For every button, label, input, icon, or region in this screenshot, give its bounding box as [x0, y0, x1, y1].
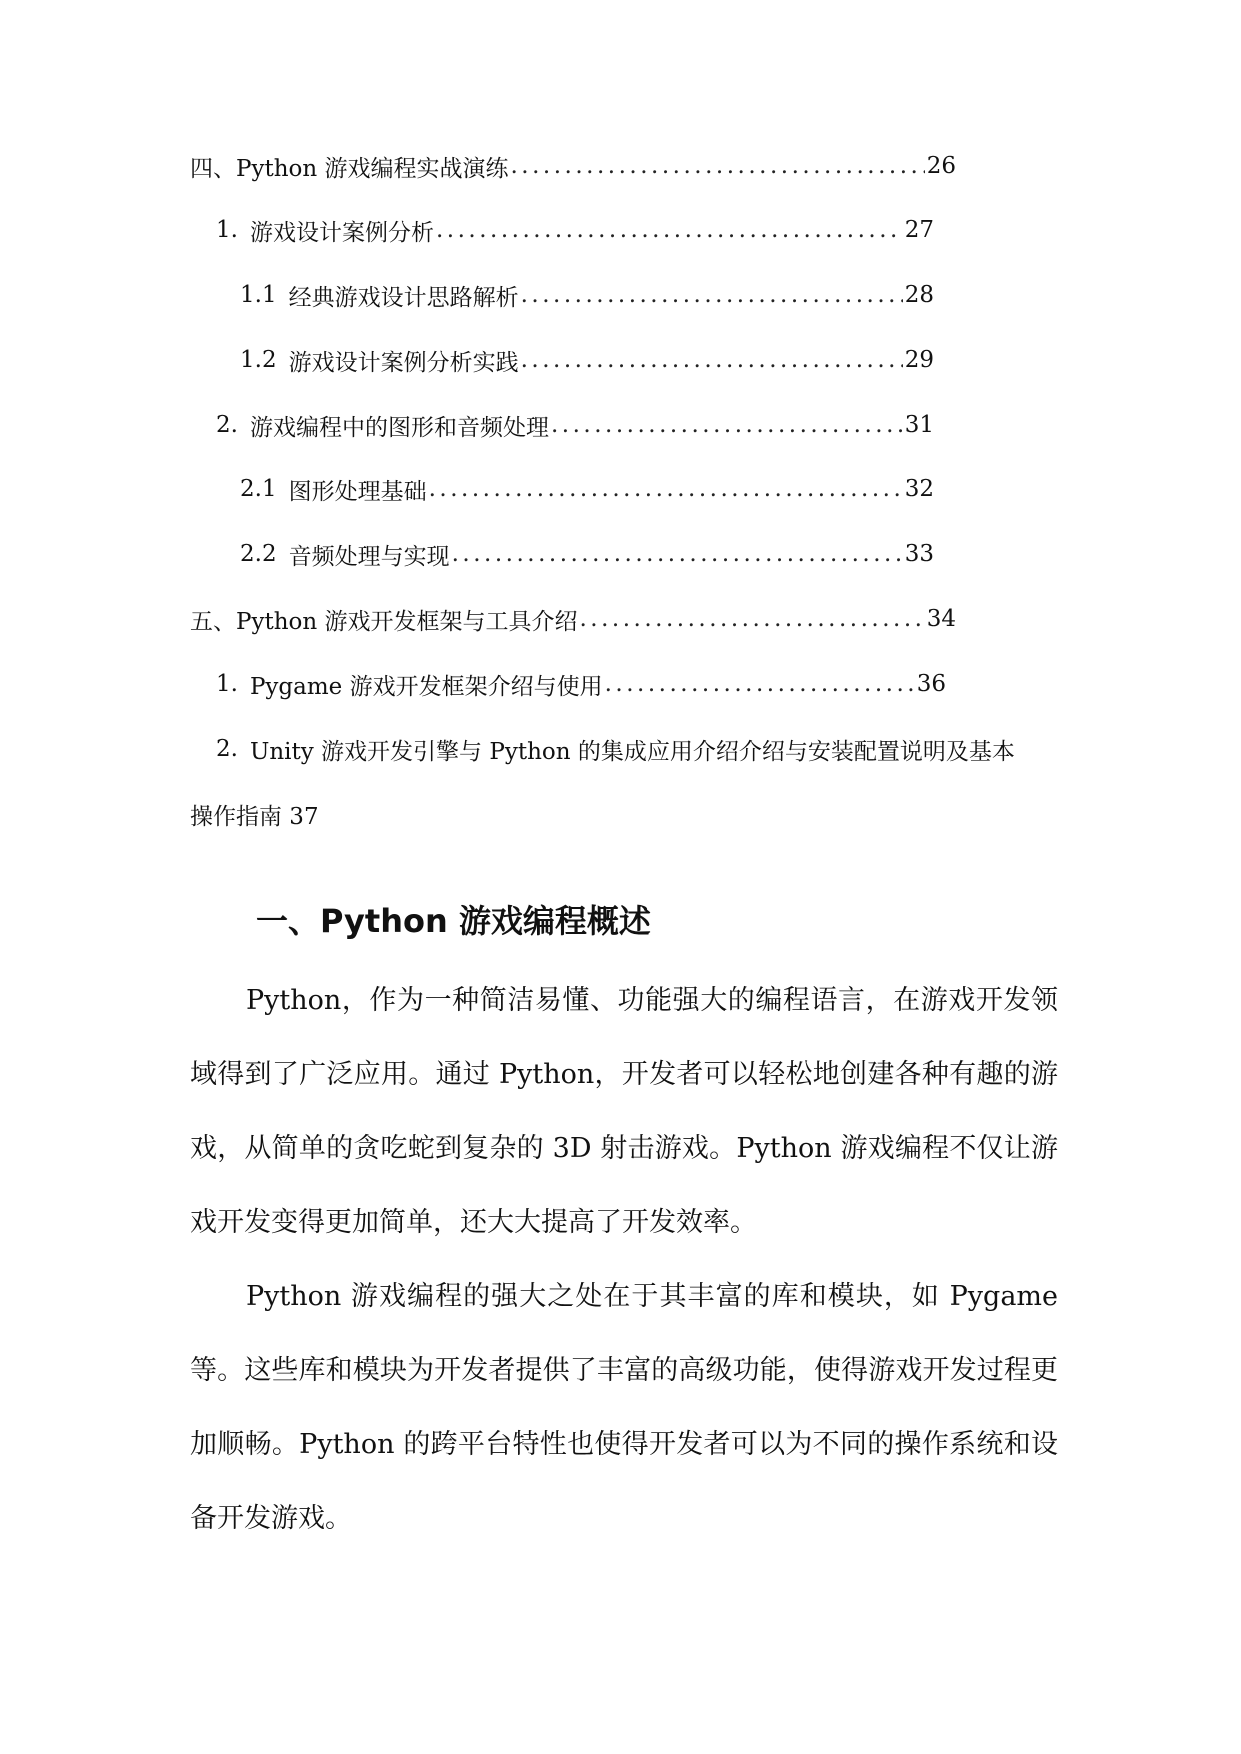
toc-entry-number: 1.: [216, 217, 238, 243]
toc-entry-number: 2.1: [240, 476, 277, 502]
toc-entry-title: 五、Python 游戏开发框架与工具介绍: [190, 608, 578, 635]
toc-entry-title: Unity 游戏开发引擎与 Python 的集成应用介绍介绍与安装配置说明及基本: [249, 738, 1015, 765]
toc-entry-4-1-1[interactable]: [240, 277, 934, 313]
toc-entry-number: 1.: [216, 671, 238, 697]
body-paragraph: Python 游戏编程的强大之处在于其丰富的库和模块，如 Pygame 等。这些库和模块为开发者提供了丰富的高级功能，使得游戏开发过程更加顺畅。Python 的跨平台特性也使得开发者可以为不同的操作系统和设备开发游戏。: [190, 1281, 1058, 1534]
section-heading: 一、Python 游戏编程概述: [256, 902, 651, 940]
toc-entry-chapter-5[interactable]: [190, 601, 956, 637]
toc-entry-page: 27: [904, 217, 934, 243]
toc-entry-page: 36: [916, 671, 946, 697]
toc-entry-page: 33: [904, 541, 934, 567]
toc-entry-number: 2.: [216, 412, 238, 438]
toc-entry-5-1[interactable]: [216, 666, 946, 702]
toc-leader-dots: [551, 412, 903, 438]
toc-entry-4-2-2[interactable]: [240, 536, 934, 572]
toc-entry-page: 32: [904, 476, 934, 502]
toc-entry-title: Pygame 游戏开发框架介绍与使用: [249, 673, 603, 700]
toc-entry-4-1-2[interactable]: [240, 342, 934, 378]
toc-entry-page: 29: [904, 347, 934, 373]
toc-entry-title: 音频处理与实现: [288, 543, 450, 570]
toc-entry-page: 28: [904, 282, 934, 308]
toc-leader-dots: [580, 606, 925, 632]
toc-entry-4-1[interactable]: [216, 212, 934, 248]
toc-leader-dots: [521, 347, 903, 373]
toc-entry-5-2[interactable]: [216, 731, 1015, 767]
toc-entry-4-2[interactable]: [216, 407, 934, 443]
toc-leader-dots: [521, 282, 903, 308]
toc-entry-title: 游戏设计案例分析: [249, 219, 434, 246]
body-paragraph: Python，作为一种简洁易懂、功能强大的编程语言，在游戏开发领域得到了广泛应用。通过 Python，开发者可以轻松地创建各种有趣的游戏，从简单的贪吃蛇到复杂的 3D 射击游戏。Python 游戏编程不仅让游戏开发变得更加简单，还大大提高了开发效率。: [190, 985, 1058, 1238]
toc-entry-number: 2.2: [240, 541, 277, 567]
toc-entry-5-2-continuation[interactable]: [190, 796, 319, 832]
toc-entry-4-2-1[interactable]: [240, 471, 934, 507]
toc-entry-title: 经典游戏设计思路解析: [288, 284, 519, 311]
toc-entry-number: 2.: [216, 736, 238, 762]
toc-entry-title: 游戏设计案例分析实践: [288, 349, 519, 376]
toc-entry-page: 34: [926, 606, 956, 632]
toc-leader-dots: [605, 671, 915, 697]
toc-leader-dots: [511, 153, 925, 179]
toc-entry-chapter-4[interactable]: [190, 148, 956, 184]
toc-entry-number: 1.2: [240, 347, 277, 373]
toc-entry-title: 四、Python 游戏编程实战演练: [190, 155, 509, 182]
toc-leader-dots: [429, 476, 903, 502]
toc-entry-continuation-text: 操作指南 37: [190, 803, 319, 830]
toc-leader-dots: [452, 541, 903, 567]
toc-entry-number: 1.1: [240, 282, 277, 308]
toc-entry-title: 图形处理基础: [288, 478, 427, 505]
toc-entry-title: 游戏编程中的图形和音频处理: [249, 414, 549, 441]
toc-entry-page: 31: [904, 412, 934, 438]
toc-leader-dots: [436, 217, 903, 243]
toc-entry-page: 26: [926, 153, 956, 179]
